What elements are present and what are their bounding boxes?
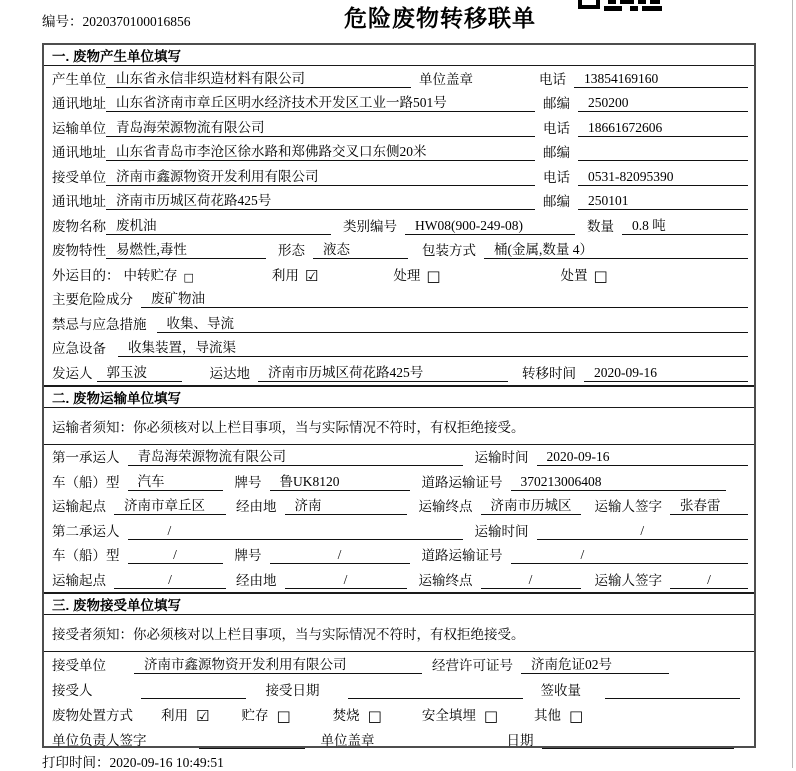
purpose-option-storage-label: 中转贮存: [123, 267, 178, 283]
vehicle2-type-label: 车（船）型: [52, 548, 120, 563]
producer-zip-label: 邮编: [543, 96, 570, 111]
producer-address-field[interactable]: 山东省济南市章丘区明水经济技术开发区工业一路501号: [106, 95, 535, 112]
carrier2-field[interactable]: /: [128, 523, 463, 540]
producer-zip-field[interactable]: 250200: [578, 95, 748, 112]
row-emergency-equipment: [44, 336, 754, 361]
row-hazard-component: [44, 287, 754, 312]
section1-header: 一. 废物产生单位填写: [44, 45, 754, 66]
operating-license-label: 经营许可证号: [432, 657, 513, 673]
vehicle1-plate-field[interactable]: 鲁UK8120: [270, 474, 410, 491]
route1-via-field[interactable]: 济南: [285, 498, 407, 515]
transfer-time-field[interactable]: 2020-09-16: [584, 365, 748, 382]
page-edge-divider: [792, 0, 793, 768]
vehicle2-license-field[interactable]: /: [511, 547, 749, 564]
serial-label: 编号：: [42, 14, 83, 29]
waste-code-label: 类别编号: [343, 218, 397, 234]
vehicle2-plate-field[interactable]: /: [270, 547, 410, 564]
row-route1: [44, 494, 754, 519]
receiver-notice: 接受者须知：你必须核对以上栏目事项，当与实际情况不符时，有权拒绝接受。: [44, 615, 754, 652]
print-time-value: 2020-09-16 10:49:51: [109, 755, 224, 770]
accept-person-label: 接受人: [52, 682, 93, 698]
receiver-phone-field[interactable]: 0531-82095390: [578, 169, 748, 186]
producer-seal-label: 单位盖章: [419, 71, 473, 87]
disposal-incinerate-label: 焚烧: [332, 707, 360, 723]
transfer-time-label: 转移时间: [522, 365, 576, 381]
checkbox-dispose[interactable]: □: [593, 266, 608, 285]
row-route2: [44, 567, 754, 592]
checkbox-disposal-store[interactable]: □: [276, 706, 291, 725]
equipment-field[interactable]: 收集装置，导流渠: [118, 340, 748, 357]
sign-date-label: 日期: [506, 732, 534, 748]
carrier2-time-field[interactable]: /: [537, 523, 749, 540]
checkbox-storage[interactable]: □: [183, 270, 194, 284]
route2-end-field[interactable]: /: [481, 572, 581, 589]
receiver-label: 接受单位: [52, 169, 106, 185]
checkbox-disposal-utilize[interactable]: ☑: [196, 706, 210, 725]
section3-header: 三. 废物接受单位填写: [44, 592, 754, 615]
receiver-phone-label: 电话: [543, 169, 570, 185]
print-time: [42, 751, 224, 771]
sign-date-field[interactable]: [542, 748, 735, 749]
row-carrier2: [44, 518, 754, 543]
producer-field[interactable]: 山东省永信非织造材料有限公司: [106, 71, 411, 88]
vehicle2-type-field[interactable]: /: [128, 547, 223, 564]
route1-end-label: 运输终点: [418, 499, 473, 514]
carrier2-label: 第二承运人: [52, 523, 120, 539]
transporter-address-field[interactable]: 山东省青岛市李沧区徐水路和郑佛路交叉口东侧20米: [106, 144, 535, 161]
vehicle1-type-label: 车（船）型: [52, 474, 120, 490]
unit-signature-field[interactable]: [199, 748, 305, 749]
row-accept-unit: [44, 652, 754, 677]
row-transfer-purpose: [44, 262, 754, 287]
waste-name-field[interactable]: 废机油: [106, 218, 331, 235]
row-accept-person: [44, 677, 754, 702]
page-title: 危险废物转移联单: [344, 5, 536, 31]
waste-pack-field[interactable]: 桶(金属,数量 4）: [484, 242, 748, 259]
receiver-address-label: 通讯地址: [52, 194, 106, 209]
equipment-label: 应急设备: [52, 341, 106, 356]
row-producer: [44, 66, 754, 91]
route2-start-field[interactable]: /: [114, 572, 226, 589]
purpose-option-utilize-label: 利用: [271, 267, 299, 283]
route1-end-field[interactable]: 济南市历城区: [481, 498, 581, 515]
row-dispatch: [44, 360, 754, 385]
print-time-label: 打印时间：: [42, 755, 110, 770]
destination-label: 运达地: [209, 365, 250, 381]
disposal-utilize-label: 利用: [161, 707, 188, 723]
signed-qty-label: 签收量: [540, 682, 581, 698]
transporter-zip-field[interactable]: [578, 160, 748, 161]
row-vehicle2: [44, 543, 754, 568]
vehicle1-plate-label: 牌号: [234, 474, 262, 490]
route1-start-label: 运输起点: [52, 499, 106, 514]
waste-qty-field[interactable]: 0.8 吨: [622, 218, 748, 235]
receiver-zip-field[interactable]: 250101: [578, 193, 748, 210]
row-emergency-measures: [44, 311, 754, 336]
receiver-field[interactable]: 济南市鑫源物资开发利用有限公司: [106, 169, 535, 186]
route2-start-label: 运输起点: [52, 572, 106, 588]
unit-seal-label: 单位盖章: [320, 732, 375, 748]
disposal-landfill-label: 安全填埋: [421, 707, 476, 723]
accept-date-field[interactable]: [348, 698, 523, 699]
waste-qty-label: 数量: [587, 218, 614, 234]
waste-traits-label: 废物特性: [52, 243, 106, 258]
producer-address-label: 通讯地址: [52, 96, 106, 111]
disposal-other-label: 其他: [534, 707, 562, 723]
vehicle2-plate-label: 牌号: [234, 548, 262, 563]
vehicle1-license-label: 道路运输证号: [421, 474, 503, 490]
waste-name-label: 废物名称: [52, 218, 106, 234]
accept-unit-field[interactable]: 济南市鑫源物资开发利用有限公司: [134, 657, 422, 674]
route2-end-label: 运输终点: [418, 572, 473, 588]
vehicle1-type-field[interactable]: 汽车: [128, 474, 223, 491]
row-receiver: [44, 164, 754, 189]
route2-via-label: 经由地: [236, 572, 277, 588]
dispatcher-field[interactable]: 郭玉波: [97, 365, 182, 382]
vehicle2-license-label: 道路运输证号: [421, 548, 503, 563]
route1-via-label: 经由地: [236, 499, 277, 514]
checkbox-disposal-other[interactable]: □: [569, 706, 584, 725]
waste-form-field[interactable]: 液态: [313, 242, 408, 259]
carrier2-time-label: 运输时间: [474, 523, 529, 539]
manifest-form-table: [42, 43, 756, 748]
accept-date-label: 接受日期: [265, 682, 320, 698]
transporter-phone-field[interactable]: 18661672606: [578, 120, 748, 137]
purpose-option-treat-label: 处理: [393, 267, 421, 283]
accept-unit-label: 接受单位: [52, 657, 106, 673]
row-transporter-address: [44, 140, 754, 165]
route1-start-field[interactable]: 济南市章丘区: [114, 498, 226, 515]
qr-code-fragment-icon: [578, 0, 662, 11]
purpose-label: 外运目的：: [52, 267, 120, 283]
transporter-label: 运输单位: [52, 120, 106, 136]
carrier1-field[interactable]: 青岛海荣源物流有限公司: [128, 449, 463, 466]
operating-license-field[interactable]: 济南危证02号: [521, 657, 669, 674]
accept-person-field[interactable]: [141, 698, 246, 699]
transporter-zip-label: 邮编: [543, 145, 570, 160]
section2-header: 二. 废物运输单位填写: [44, 385, 754, 408]
row-disposal-method: [44, 702, 754, 727]
carrier1-time-label: 运输时间: [474, 450, 529, 465]
hazard-label: 主要危险成分: [52, 292, 133, 307]
disposal-label: 废物处置方式: [52, 707, 133, 723]
waste-form-label: 形态: [278, 243, 305, 258]
route1-sign-field[interactable]: 张春雷: [670, 498, 748, 515]
purpose-option-dispose-label: 处置: [560, 267, 588, 283]
transporter-phone-label: 电话: [543, 120, 570, 136]
waste-traits-field[interactable]: 易燃性,毒性: [106, 242, 266, 259]
signed-qty-field[interactable]: [605, 698, 740, 699]
unit-signature-label: 单位负责人签字: [52, 732, 147, 748]
receiver-address-field[interactable]: 济南市历城区荷花路425号: [106, 193, 535, 210]
producer-phone-field[interactable]: 13854169160: [574, 71, 748, 88]
transporter-field[interactable]: 青岛海荣源物流有限公司: [106, 120, 535, 137]
route2-via-field[interactable]: /: [285, 572, 407, 589]
disposal-store-label: 贮存: [241, 707, 269, 723]
serial-value: 2020370100016856: [82, 14, 191, 29]
row-carrier1: [44, 445, 754, 470]
row-receiver-address: [44, 189, 754, 214]
checkbox-disposal-incinerate[interactable]: □: [367, 706, 382, 725]
checkbox-treat[interactable]: □: [426, 266, 441, 285]
waste-code-field[interactable]: HW08(900-249-08): [405, 218, 575, 235]
checkbox-utilize[interactable]: ☑: [304, 266, 319, 285]
row-unit-signature: [44, 727, 754, 752]
transporter-notice: 运输者须知：你必须核对以上栏目事项，当与实际情况不符时，有权拒绝接受。: [44, 408, 754, 445]
route1-sign-label: 运输人签字: [594, 499, 662, 514]
transporter-address-label: 通讯地址: [52, 145, 106, 160]
waste-pack-label: 包装方式: [422, 243, 476, 258]
emergency-label: 禁忌与应急措施: [52, 316, 147, 332]
row-producer-address: [44, 91, 754, 116]
route2-sign-field[interactable]: /: [670, 572, 748, 589]
receiver-zip-label: 邮编: [543, 194, 570, 209]
dispatcher-label: 发运人: [52, 365, 93, 381]
document-header: [0, 0, 796, 43]
checkbox-disposal-landfill[interactable]: □: [483, 706, 499, 725]
destination-field[interactable]: 济南市历城区荷花路425号: [258, 365, 508, 382]
row-waste-traits: [44, 238, 754, 263]
row-vehicle1: [44, 469, 754, 494]
hazard-field[interactable]: 废矿物油: [141, 291, 748, 308]
row-waste-name: [44, 213, 754, 238]
producer-label: 产生单位: [52, 71, 106, 87]
vehicle1-license-field[interactable]: 370213006408: [511, 474, 727, 491]
row-transporter: [44, 115, 754, 140]
carrier1-time-field[interactable]: 2020-09-16: [537, 449, 749, 466]
route2-sign-label: 运输人签字: [594, 572, 662, 588]
carrier1-label: 第一承运人: [52, 450, 120, 465]
emergency-field[interactable]: 收集、导流: [157, 316, 749, 333]
producer-phone-label: 电话: [539, 71, 566, 87]
